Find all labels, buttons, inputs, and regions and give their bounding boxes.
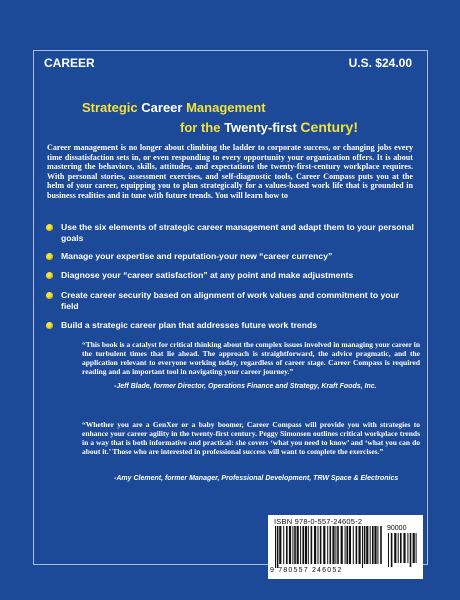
headline-line-2 bbox=[180, 119, 358, 135]
benefit-item bbox=[45, 222, 415, 244]
barcode-bar bbox=[353, 526, 354, 564]
benefit-text: Build a strategic career plan that addresses future work trends bbox=[61, 320, 317, 330]
barcode-bar bbox=[318, 526, 319, 564]
barcode-bar bbox=[364, 526, 366, 564]
barcode-bar bbox=[400, 533, 402, 563]
price-addon-number: 90000 bbox=[387, 525, 407, 532]
barcode-bar bbox=[370, 526, 371, 564]
headline-line-1 bbox=[82, 100, 266, 115]
bullet-dot-icon bbox=[46, 292, 53, 299]
barcode-bar bbox=[305, 526, 307, 564]
headline-word: for the bbox=[180, 120, 221, 135]
barcode-bar bbox=[394, 533, 396, 563]
barcode-bar bbox=[286, 526, 288, 564]
intro-paragraph: Career management is no longer about climbing the ladder to corporate success, or changing jobs every time dissatisfaction sets in, or even responding to every opportunity your organization offers. It is about mastering the behaviors, skills, attitudes, and expectations the twenty-first-century workplace requires. With personal stories, assessment exercises, and self-diagnostic tools, Career Compass puts you at the helm of your career, equipping you to plan strategically for a values-based work life that is grounded in business realities and in tune with future trends. You will learn how to bbox=[47, 143, 413, 200]
testimonial-attribution: -Amy Clement, former Manager, Professional Development, TRW Space & Electronics bbox=[114, 475, 399, 482]
addon-barcode-icon bbox=[388, 533, 418, 567]
isbn-number: ISBN 978-0-557-24605-2 bbox=[274, 517, 363, 526]
barcode-bar bbox=[416, 533, 417, 563]
barcode-bar bbox=[410, 533, 412, 567]
barcode-bar bbox=[356, 526, 358, 564]
barcode-bar bbox=[327, 526, 328, 564]
category-label: CAREER bbox=[44, 56, 95, 70]
barcode-bar bbox=[349, 526, 351, 564]
barcode-bar bbox=[345, 526, 346, 564]
barcode-bar bbox=[292, 526, 293, 564]
barcode-bar bbox=[311, 526, 313, 564]
benefit-item bbox=[45, 290, 415, 312]
benefit-item bbox=[45, 251, 415, 262]
bullet-dot-icon bbox=[46, 272, 53, 279]
barcode-bar bbox=[308, 526, 309, 564]
barcode-bar bbox=[403, 533, 405, 563]
price-label: U.S. $24.00 bbox=[348, 56, 412, 70]
barcode-bar bbox=[366, 526, 368, 564]
barcode-bar bbox=[302, 526, 304, 564]
benefit-text: Create career security based on alignment of work values and commitment to your field bbox=[61, 290, 400, 311]
bullet-dot-icon bbox=[46, 322, 53, 329]
barcode-bar bbox=[407, 533, 408, 563]
barcode-bar bbox=[297, 526, 299, 564]
benefit-list bbox=[45, 222, 415, 331]
headline-word: Twenty-first bbox=[224, 120, 297, 135]
ean-digits: 9 780557 246052 bbox=[270, 567, 343, 574]
barcode-bar bbox=[277, 526, 279, 568]
barcode-bar bbox=[283, 526, 284, 564]
barcode-bar bbox=[391, 533, 393, 567]
isbn-barcode-block bbox=[268, 515, 423, 579]
headline-word: Strategic bbox=[82, 100, 138, 115]
headline-word: Management bbox=[186, 100, 266, 115]
barcode-bar bbox=[388, 533, 389, 567]
benefit-text: Use the six elements of strategic career management and adapt them to your personal goals bbox=[61, 222, 414, 243]
benefit-item bbox=[45, 320, 415, 331]
barcode-bar bbox=[320, 526, 322, 564]
barcode-bar bbox=[289, 526, 291, 564]
barcode-bar bbox=[332, 526, 334, 564]
barcode-bar bbox=[275, 526, 276, 568]
bullet-dot-icon bbox=[46, 253, 53, 260]
barcode-bar bbox=[337, 526, 339, 564]
barcode-bar bbox=[294, 526, 296, 564]
ean-barcode-icon bbox=[275, 526, 383, 568]
testimonial-quote: “Whether you are a GenXer or a baby boomer, Career Compass will provide you with strategies to enhance your career agility in the twenty-first century. Peggy Simonsen outlines critical workplace trends in a way that is both informative and practical: she covers ‘what you need to know’ and ‘what you can do about it.’ Those who are interested in professional success will want to complete the exercises.” bbox=[82, 420, 420, 457]
barcode-bar bbox=[413, 533, 415, 563]
testimonial-quote: “This book is a catalyst for critical thinking about the complex issues involved in managing your career in the turbulent times that lie ahead. The approach is straightforward, the advice pragmatic, and the application relevant to everyone working today, regardless of career stage. Career Compass is required reading and an important tool in navigating your career journey.” bbox=[82, 340, 420, 377]
bullet-dot-icon bbox=[46, 224, 53, 231]
barcode-bar bbox=[314, 526, 316, 564]
headline-word: Career bbox=[141, 100, 183, 115]
barcode-bar bbox=[398, 533, 399, 563]
benefit-text: Diagnose your “career satisfaction” at any point and make adjustments bbox=[61, 270, 354, 280]
testimonial-attribution: -Jeff Blade, former Director, Operations Finance and Strategy, Kraft Foods, Inc. bbox=[114, 383, 377, 390]
headline-word: Century! bbox=[300, 119, 358, 135]
barcode-bar bbox=[362, 526, 363, 568]
barcode-bar bbox=[335, 526, 336, 564]
barcode-bar bbox=[341, 526, 343, 564]
barcode-bar bbox=[374, 526, 376, 564]
barcode-bar bbox=[300, 526, 301, 564]
barcode-bar bbox=[323, 526, 325, 564]
barcode-bar bbox=[279, 526, 281, 564]
barcode-bar bbox=[380, 526, 382, 564]
barcode-bar bbox=[346, 526, 348, 564]
barcode-bar bbox=[372, 526, 374, 564]
barcode-bar bbox=[330, 526, 332, 564]
benefit-text: Manage your expertise and reputation-your new “career currency” bbox=[61, 251, 333, 261]
barcode-bar bbox=[377, 526, 378, 564]
barcode-bar bbox=[359, 526, 361, 564]
benefit-item bbox=[45, 270, 415, 281]
